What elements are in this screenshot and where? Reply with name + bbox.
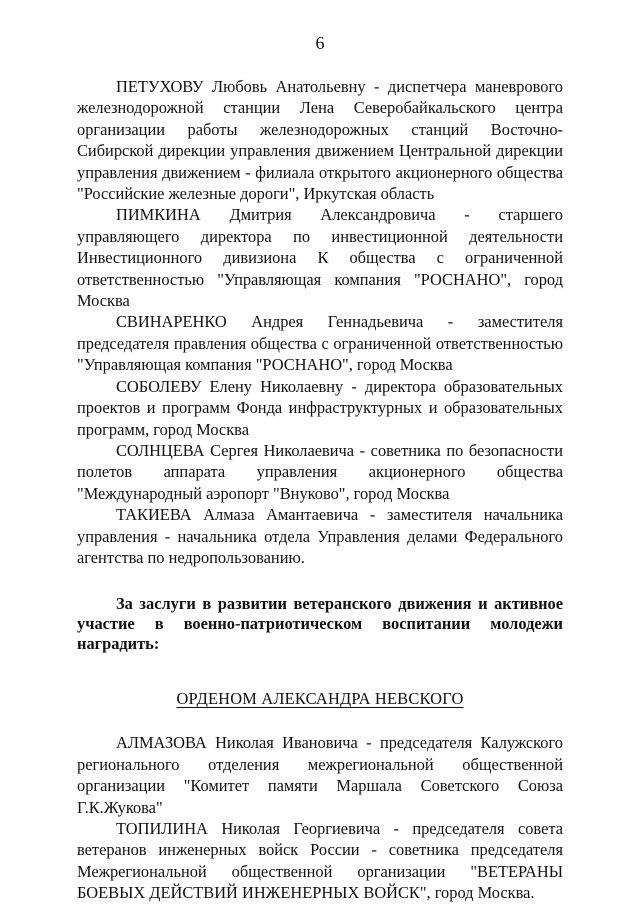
paragraph-pimkin: ПИМКИНА Дмитрия Александровича - старшего управляющего директора по инвестиционной деятельности Инвестиционного дивизиона К общества с ограниченной ответственностью "Управляющая компания "РОСНАНО", город Москва xyxy=(77,205,563,311)
award-title: ОРДЕНОМ АЛЕКСАНДРА НЕВСКОГО xyxy=(176,689,464,709)
document-body xyxy=(77,76,563,904)
paragraph-petukhova: ПЕТУХОВУ Любовь Анатольевну - диспетчера маневрового железнодорожной станции Лена Северобайкальского центра организации работы железнодорожных станций Восточно-Сибирской дирекции управления движением Центральной дирекции управления движением - филиала открытого акционерного общества "Российские железные дороги", Иркутская область xyxy=(77,77,563,204)
page-number: 6 xyxy=(315,33,325,53)
paragraph-svinarenko: СВИНАРЕНКО Андрея Геннадьевича - заместителя председателя правления общества с ограниченной ответственностью "Управляющая компания "РОСНАНО", город Москва xyxy=(77,312,563,375)
paragraph-soboleva: СОБОЛЕВУ Елену Николаевну - директора образовательных проектов и программ Фонда инфраструктурных и образовательных программ, город Москва xyxy=(77,376,563,439)
paragraph-solntsev: СОЛНЦЕВА Сергея Николаевича - советника по безопасности полетов аппарата управления акционерного общества "Международный аэропорт "Внуково", город Москва xyxy=(77,440,563,503)
paragraph-topilin: ТОПИЛИНА Николая Георгиевича - председателя совета ветеранов инженерных войск России - советника председателя Межрегиональной общественной организации "ВЕТЕРАНЫ БОЕВЫХ ДЕЙСТВИЙ ИНЖЕНЕРНЫХ ВОЙСК", город Москва. xyxy=(77,818,563,903)
paragraph-almazov: АЛМАЗОВА Николая Ивановича - председателя Калужского регионального отделения межрегиональной общественной организации "Комитет памяти Маршала Советского Союза Г.К.Жукова" xyxy=(77,733,563,817)
paragraph-takiev: ТАКИЕВА Алмаза Амантаевича - заместителя начальника управления - начальника отдела Управления делами Федерального агентства по недропользованию. xyxy=(77,505,563,567)
section-heading: За заслуги в развитии ветеранского движения и активное участие в военно-патриотическом воспитании молодежи наградить: xyxy=(77,594,563,654)
